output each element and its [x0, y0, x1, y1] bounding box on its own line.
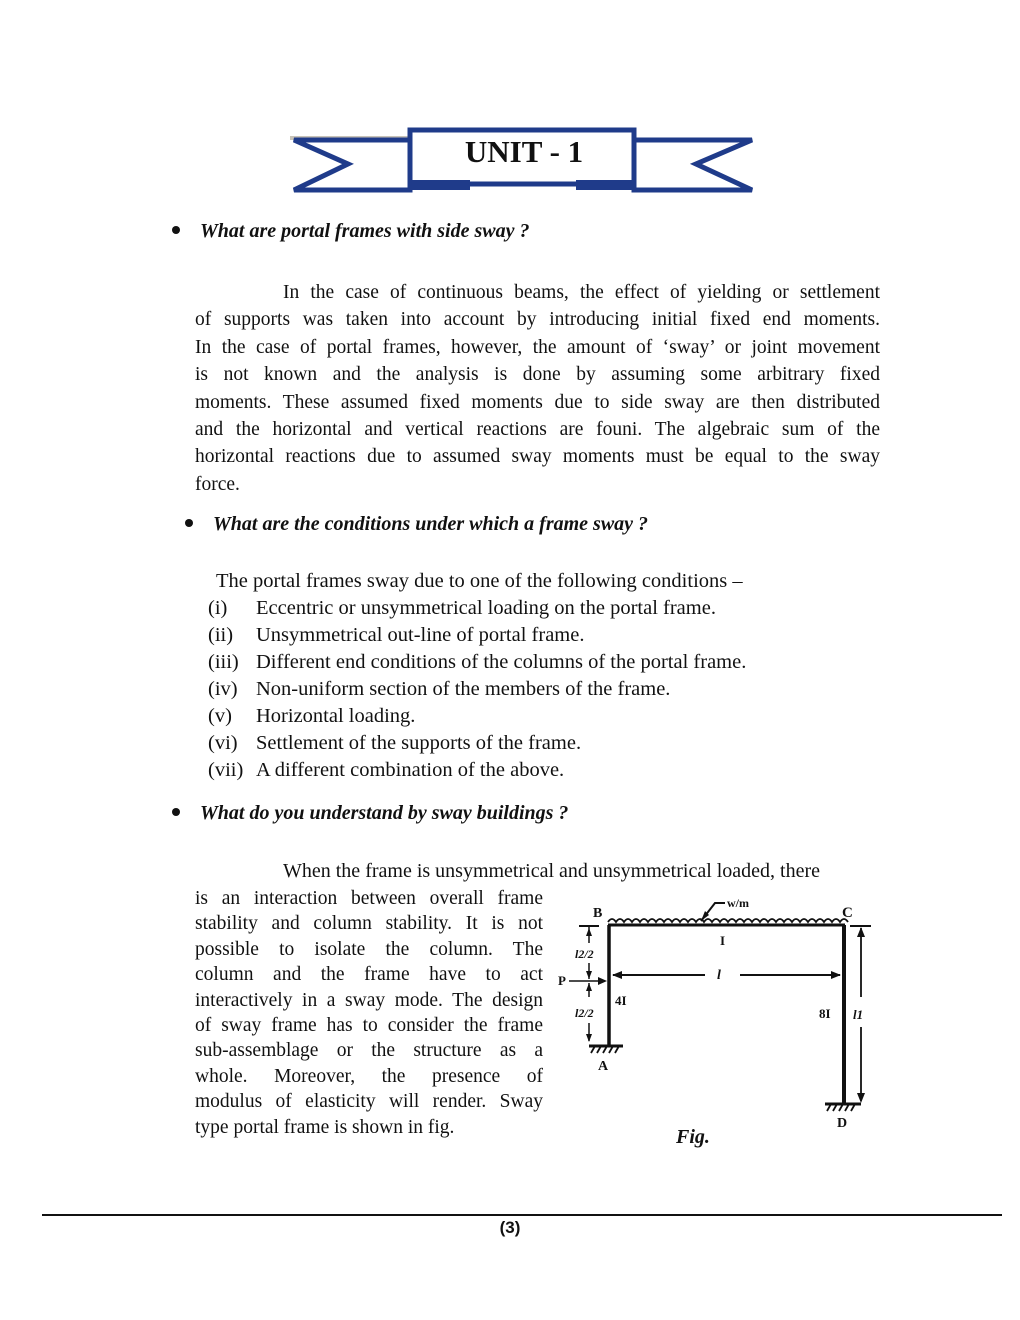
right-height-label: l1 — [853, 1007, 864, 1022]
load-label: w/m — [727, 896, 749, 910]
list-item: (iii) Different end conditions of the columns of the portal frame. — [208, 651, 747, 673]
question-text: What do you understand by sway buildings ? — [200, 802, 569, 824]
paragraph-line: moments. These assumed fixed moments due to side sway are then distributed — [195, 391, 880, 413]
paragraph-line: of sway frame has to consider the frame — [195, 1015, 543, 1037]
page-number: (3) — [499, 1218, 521, 1237]
left-column-inertia-label: 4I — [615, 993, 627, 1008]
paragraph-line: horizontal reactions due to assumed sway moments must be equal to the sway — [195, 446, 880, 468]
paragraph-line: and the horizontal and vertical reactions are founi. The algebraic sum of the — [195, 419, 880, 441]
question-text: What are the conditions under which a frame sway ? — [213, 513, 649, 535]
paragraph-line: is an interaction between overall frame — [195, 888, 543, 909]
paragraph-line: force. — [195, 473, 240, 495]
joint-b-label: B — [593, 906, 603, 921]
point-load-label: P — [558, 973, 566, 988]
unit-title: UNIT - 1 — [464, 134, 584, 169]
bullet-icon — [172, 808, 180, 816]
half-height-bottom-label: l2/2 — [575, 1006, 594, 1020]
paragraph-line: In the case of portal frames, however, the amount of ‘sway’ or joint movement — [195, 336, 880, 358]
paragraph-line: possible to isolate the column. The — [195, 938, 543, 960]
portal-frame-figure — [555, 885, 885, 1160]
paragraph-line: modulus of elasticity will render. Sway — [195, 1091, 543, 1113]
question-heading — [172, 220, 529, 243]
list-item: (vi) Settlement of the supports of the frame. — [208, 732, 582, 754]
paragraph-sway-buildings — [195, 886, 543, 1140]
unit-banner — [284, 118, 758, 198]
list-item: (ii) Unsymmetrical out-line of portal frame. — [208, 624, 585, 646]
list-item: (i) Eccentric or unsymmetrical loading on the portal frame. — [208, 597, 716, 619]
bullet-icon — [185, 519, 193, 527]
paragraph-line: whole. Moreover, the presence of — [195, 1065, 543, 1087]
beam-inertia-label: I — [720, 933, 726, 948]
paragraph-line: sub-assemblage or the structure as a — [195, 1040, 543, 1062]
footer-divider — [42, 1214, 1002, 1216]
list-intro: The portal frames sway due to one of the following conditions – — [216, 570, 743, 592]
paragraph-line: stability and column stability. It is not — [195, 913, 543, 935]
figure-caption: Fig. — [676, 1126, 710, 1148]
joint-c-label: C — [842, 905, 853, 921]
paragraph-line: In the case of continuous beams, the effect of yielding or settlement — [283, 282, 880, 303]
list-item: (vii) A different combination of the above. — [208, 759, 565, 781]
conditions-list — [208, 568, 747, 784]
joint-d-label: D — [837, 1116, 848, 1131]
question-heading — [185, 513, 648, 536]
right-column-inertia-label: 8I — [819, 1006, 831, 1021]
list-item: (v) Horizontal loading. — [208, 705, 416, 727]
paragraph-line: of supports was taken into account by introducing initial fixed end moments. — [195, 309, 880, 331]
portal-frame-diagram-icon — [555, 885, 885, 1160]
bullet-icon — [172, 226, 180, 234]
paragraph-line: type portal frame is shown in fig. — [195, 1116, 455, 1138]
question-heading — [172, 802, 568, 825]
sway-intro-line: When the frame is unsymmetrical and unsymmetrical loaded, there — [283, 860, 821, 882]
paragraph-side-sway — [195, 279, 880, 498]
joint-a-label: A — [598, 1059, 609, 1074]
paragraph-line: is not known and the analysis is done by assuming some arbitrary fixed — [195, 364, 880, 386]
span-label: l — [717, 968, 721, 983]
paragraph-line: interactively in a sway mode. The design — [195, 989, 543, 1011]
half-height-top-label: l2/2 — [575, 947, 594, 961]
paragraph-line: column and the frame have to act — [195, 964, 543, 986]
list-item: (iv) Non-uniform section of the members of the frame. — [208, 678, 671, 700]
question-text: What are portal frames with side sway ? — [200, 220, 530, 242]
